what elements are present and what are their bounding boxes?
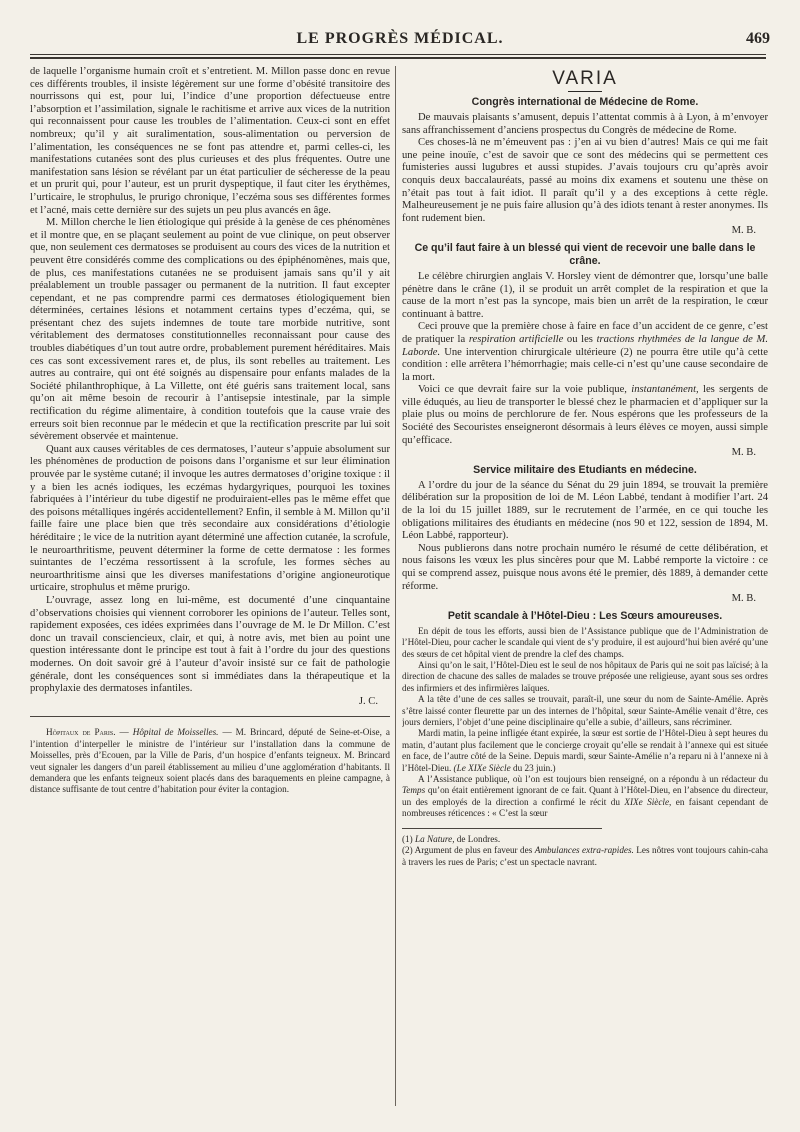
- signature: J. C.: [358, 695, 378, 707]
- right-column: [402, 66, 768, 1106]
- article-title: Ce qu’il faut faire à un blessé qui vient de recevoir une balle dans le crâne.: [414, 241, 756, 267]
- text-run: (2) Argument de plus en faveur des: [402, 845, 535, 856]
- column-divider: [395, 66, 396, 1106]
- paragraph: A l’ordre du jour de la séance du Sénat du 29 juin 1894, se trouvait la première délibération sur la proposition de loi de M. Léon Labbé, tendant à modifier l’art. 24 de la loi du 15 juillet 1889, sur le recrutement de l’armée, en ce qui touche les obligations militaires des étudiants en médecine (nos 90 et 122, session de 1894, M. Léon Labbé, rapporteur).: [402, 479, 768, 542]
- footnote: [402, 845, 768, 868]
- text-emphasis: Temps: [402, 785, 426, 796]
- notice-title: Hôpital de Moisselles.: [132, 727, 219, 738]
- page-number: 469: [746, 30, 770, 47]
- text-run: en faisant cependant de nombreuses réticences : « C’est la sœur: [402, 796, 768, 819]
- text-emphasis: La Nature,: [415, 833, 455, 844]
- text-run: qu’on était entièrement ignorant de ce fait. Quant à l’Hôtel-Dieu, en l’absence du directeur, un des employés de la direction a confirmé le récit du: [402, 785, 768, 807]
- text-run: A l’Assistance publique, où l’on est toujours bien renseigné, on a répondu à un rédacteur du: [418, 774, 768, 785]
- article-title: Petit scandale à l’Hôtel-Dieu : Les Sœurs amoureuses.: [447, 609, 723, 622]
- article-title: Service militaire des Etudiants en médecine.: [473, 463, 697, 476]
- signature: M. B.: [731, 593, 756, 605]
- paragraph: Le célèbre chirurgien anglais V. Horsley vient de démontrer que, lorsqu’une balle pénètre dans le crâne (1), il se produit un arrêt complet de la respiration et que la cause de la mort n’est pas la syncope, mais bien un arrêt de la respiration, le cœur continuant à battre.: [402, 270, 768, 320]
- text-run: Une intervention chirurgicale ultérieure (2) ne pourra être utile qu’à cette condition : elle arrêtera l’hémorrhagie; mais celle-ci n’est qu’une cause secondaire de la mort.: [402, 346, 768, 383]
- paragraph: M. Millon cherche le lien étiologique qui préside à la genèse de ces phénomènes et il montre que, en se plaçant seulement au point de vue clinique, on peut observer que, non seulement ces dermatoses se produisent au cours des vices de la nutrition et peuvent être considérés comme des complications ou des épiphénomènes, mais que, de plus, ces manifestations cutanées ne se produisent jamais sans qu’il y ait préalablement un trouble passager ou permanent de la nutrition. Il faut excepter cependant, et ne pas comprendre parmi ces dermatoses étiologiquement bien déterminées, certaines lésions et notamment certains types d’eczéma, qui, se présentant chez des sujets indemnes de toute tare morbide nutritive, sont véritablement des dermatoses constitutionnelles reconnaissant pour cause des troubles diabétiques d’un tout autre ordre, probablement purement héréditaires. Mais ces cas sont excessivement rares et, de plus, ils sont rebelles au traitement. Les autres au contraire, qui ont été soignés au dispensaire pour enfants malades de la Société philanthrophique, à La Villette, ont été guéris sans traitement local, sans qu’on ait même besoin de recourir à l’antisepsie intestinale, par la simple rectification du régime alimentaire, à condition toutefois que la cause vraie des erreurs soit bien reconnue par le médecin et que la rectification prescrite par lui soit sévèrement observée et maintenue.: [30, 217, 390, 443]
- paragraph: De mauvais plaisants s’amusent, depuis l’attentat commis à à Lyon, à m’envoyer sans affranchissement d’anciens prospectus du Congrès de médecine de Rome.: [402, 112, 768, 136]
- paragraph: Quant aux causes véritables de ces dermatoses, l’auteur s’appuie absolument sur les phénomènes de production de poisons dans l’organisme et sur leur élimination prouvée par le système cutané; il invoque les autres dermatoses d’origine toxique : il y a bien les acnés iodiques, les eczémas hydargyriques, pourquoi les toxines fabriquées à l’intérieur du tube digestif ne produiraient-elles pas le même effet que des poisons métalliques ingérés accidentellement? Enfin, il semble à M. Millon qu’il faille faire une place bien que très secondaire aux considérations d’étiologie héréditaire ; le vice de la nutrition ayant déterminé une affection cutanée, la scrofule, le neuroarthritisme, peuvent déterminer la forme de cette dermatose : les formes suintantes de l’eczéma ressortissent à la scrofule, les formes sèches au neuroarthritisme ainsi que les diverses manifestations d’origine angioneurotique urticaire, strophulus et même prurigo.: [30, 443, 390, 594]
- text-emphasis: (Le XIXe Siècle: [453, 762, 511, 773]
- signature: M. B.: [731, 225, 756, 237]
- running-head: [0, 30, 800, 52]
- paragraph: [402, 321, 768, 384]
- text-run: les sergents de ville éduqués, au lieu de transporter le blessé chez le pharmacien et d’appliquer sur la plaie plus ou moins de perchlorure de fer. Nous espérons que les professeurs de la Société des Secouristes enseigneront désormais à leurs élèves ce moyen, aussi simple qu’efficace.: [402, 384, 768, 446]
- text-run: Voici ce que devrait faire sur la voie publique,: [418, 384, 632, 396]
- text-emphasis: respiration artificielle: [468, 333, 564, 345]
- journal-title: LE PROGRÈS MÉDICAL.: [296, 30, 504, 47]
- paragraph: [402, 774, 768, 820]
- signature: M. B.: [731, 447, 756, 459]
- text-run: Ceci prouve que la première chose à faire en face d’un accident de ce genre, c’est de pratiquer la: [402, 321, 768, 345]
- paragraph: [402, 728, 768, 774]
- paragraph: [402, 384, 768, 447]
- text-run: Les nôtres vont toujours cahin-caha à travers les rues de Paris; c’est un spectacle navrant.: [402, 845, 768, 867]
- text-run: de Londres.: [454, 833, 501, 844]
- paragraph: Ces choses-là ne m’émeuvent pas : j’en ai vu bien d’autres! Mais ce qui me fait une peine inouïe, c’est de savoir que ce sont des médecins qui se permettent ces fumisteries aussi lugubres et aussi stupides. J’avais toujours cru qu’après avoir conquis deux baccalauréats, passé au moins dix examens et soutenu une thèse on n’était pas tout à fait idiot. Il paraît qu’il y a des exceptions à cette règle. Malheureusement je ne puis faire allusion qu’à des idiots tenant à rester anonymes. Ils font rudement bien.: [402, 137, 768, 224]
- section-varia-title: VARIA: [552, 68, 618, 89]
- text-emphasis: XIXe Siècle,: [624, 796, 672, 807]
- left-column: [30, 66, 390, 1106]
- text-run: ou les: [563, 333, 597, 345]
- text-run: du 23 juin.): [510, 762, 556, 773]
- text-emphasis: Ambulances extra-rapides.: [534, 845, 634, 856]
- paragraph: En dépit de tous les efforts, aussi bien de l’Assistance publique que de l’Administration de l’Hôtel-Dieu, pour cacher le scandale qui vient de s’y produire, il est aujourd’hui bien avéré qu’une des sœurs de cet hôpital vient de prendre la clef des champs.: [402, 625, 768, 659]
- footnote: [402, 834, 768, 845]
- notice-moisselles: [30, 727, 390, 795]
- header-rule: [30, 54, 766, 55]
- header-rule-thick: [30, 57, 766, 59]
- paragraph: de laquelle l’organisme humain croît et s’entretient. M. Millon passe donc en revue ces différents troubles, il insiste légèrement sur une forme d’obésité transitoire des nourrissons qui est, pour lui, l’indice d’une proportion défectueuse entre l’absorption et l’assimilation, signale le rachitisme et arrive aux vices de la nutrition qui reconnaissent pour cause les troubles de l’alimentation. Ceux-ci sont en effet nombreux; qu’il y ait suralimentation, sous-alimentation ou perversion de l’alimentation, les conséquences ne se font pas attendre et, parmi celles-ci, les manifestations cutanées sont des plus curieuses et des plus fréquentes. Outre une manifestation sans lésion se révélant par un état particulier de sécheresse de la peau et un prurit qui, pour l’auteur, est un prurit dyspeptique, il faut citer les érythèmes, l’urticaire, le strophulus, le prurigo chronique, l’eczéma sous ses différentes formes et l’acné, mais cette dernière sur des sujets un peu plus avancés en âge.: [30, 66, 390, 216]
- text-emphasis: instantanément,: [631, 384, 699, 396]
- article-title: Congrès international de Médecine de Rome.: [471, 96, 699, 108]
- paragraph: Nous publierons dans notre prochain numéro le résumé de cette délibération, et nous faisons les vœux les plus sincères pour que M. Labbé remporte la victoire : ce qui se comprend assez, puisque nous avons été le premier, dès 1889, à demander cette réforme.: [402, 542, 768, 592]
- footnote-separator: [402, 828, 602, 829]
- notice-body: — M. Brincard, député de Seine-et-Oise, a l’intention d’interpeller le ministre de l’intérieur sur l’installation dans la commune de Moisselles, près d’Ecouen, par la Ville de Paris, d’un hospice d’enfants teigneux. M. Brincard veut signaler les dangers d’un pareil établissement au milieu d’une agglomération d’habitants. Il demandera que les enfants teigneux soient placés dans des baraquements en pleine campagne, à distance suffisante de tout centre d’habitation pour éviter la contagion.: [30, 727, 390, 795]
- text-run: Mardi matin, la peine infligée étant expirée, la sœur est sortie de l’Hôtel-Dieu à sept heures du matin, d’autant plus facilement que le concierge croyait qu’elle se rendait à l’annexe qui est située en face, de l’autre côté de la Seine. Depuis mardi, sœur Sainte-Amélie n’a reparu ni à l’annexe ni à l’Hôtel-Dieu.: [402, 728, 768, 773]
- text-emphasis: tractions rhythmées de la langue de M. Laborde.: [402, 333, 768, 358]
- footnote-marker: (1): [402, 833, 416, 844]
- paragraph: L’ouvrage, assez long en lui-même, est documenté d’une cinquantaine d’observations choisies qui viennent corroborer les opinions de l’auteur. Telles sont, rapidement exposées, ces idées exprimées dans l’ouvrage de M. le Dr Millon. C’est donc un travail consciencieux, clair, et qui, à notre avis, met bien au point une question intéressante dont le principe est tout à fait à l’ordre du jour des questions modernes. On doit savoir gré à l’auteur d’avoir insisté sur ce fait de pathologie générale, dont les conséquences sont si immédiates dans la thérapeutique et la prophylaxie des dermatoses infantiles.: [30, 594, 390, 695]
- section-separator: [30, 716, 390, 717]
- varia-rule: [568, 91, 602, 92]
- paragraph: Ainsi qu’on le sait, l’Hôtel-Dieu est le seul de nos hôpitaux de Paris qui ne soit pas laïcisé; à la direction de chacune des salles de malades se trouve préposée une religieuse, ayant sous ses ordres des infirmiers et des infirmières laïques.: [402, 660, 768, 693]
- paragraph: A la tête d’une de ces salles se trouvait, paraît-il, une sœur du nom de Sainte-Amélie. Après s’être laissé conter fleurette par un des internes de l’hôpital, sœur Sainte-Amélie venait d’être, ces jours derniers, l’objet d’une peine disciplinaire qu’elle a subie, d’ailleurs, sans récriminer.: [402, 694, 768, 728]
- notice-lead: Hôpitaux de Paris. —: [46, 727, 129, 738]
